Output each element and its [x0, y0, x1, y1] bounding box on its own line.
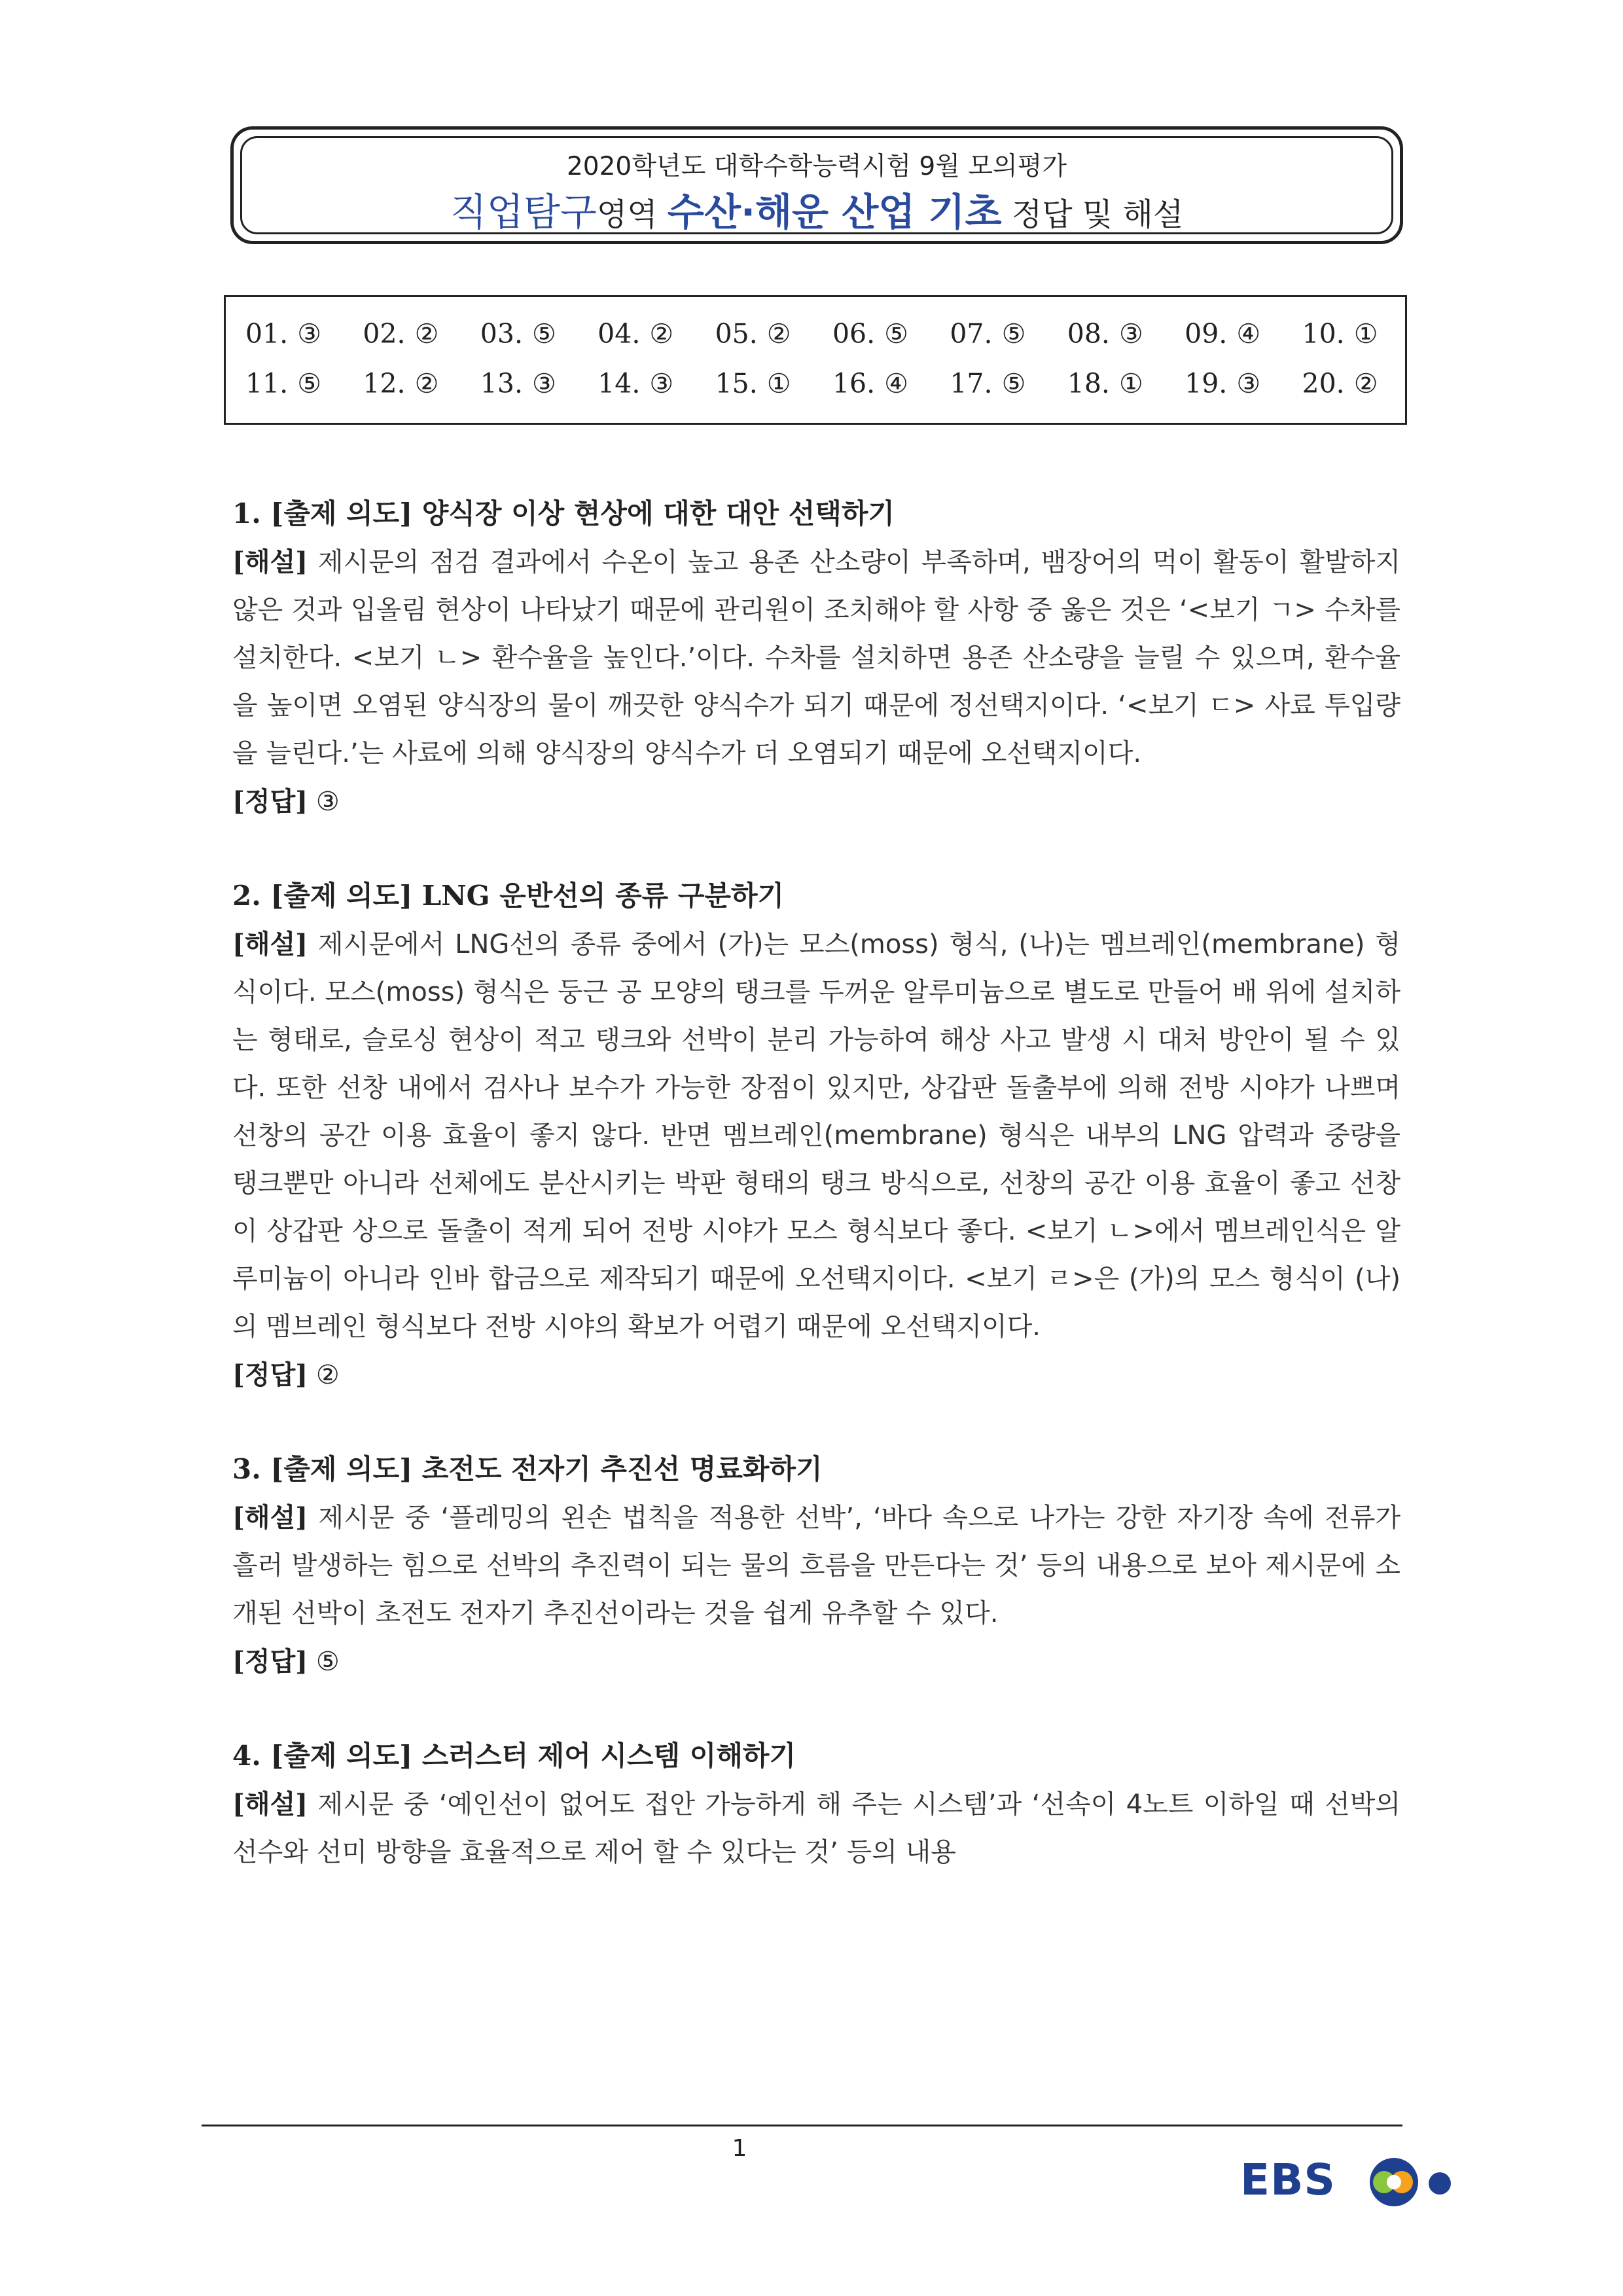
title-tail: 정답 및 해설	[1001, 196, 1184, 233]
exam-title	[242, 181, 1391, 236]
explanation-label: [해설]	[232, 547, 308, 577]
answer-cell: 15. ①	[715, 368, 791, 399]
answer-mark: ⑤	[315, 1647, 340, 1677]
answer-cell: 13. ③	[480, 368, 556, 399]
question-heading: 3. [출제 의도] 초전도 전자기 추진선 명료화하기	[232, 1453, 823, 1485]
answer-cell: 06. ⑤	[832, 318, 908, 350]
answer-key-table	[224, 295, 1407, 425]
explanation-label: [해설]	[232, 1789, 308, 1820]
explanation-text: [해설] 제시문 중 ‘플레밍의 왼손 법칙을 적용한 선박’, ‘바다 속으로 나가는 강한 자기장 속에 전류가 흘러 발생하는 힘으로 선박의 추진력이 되는 물의 흐름을 만든다는 것’ 등의 내용으로 보아 제시문에 소개된 선박이 초전도 전자기 추진선이라는 것을 쉽게 유추할 수 있다.	[232, 1502, 1400, 1628]
explanation-text: [해설] 제시문의 점검 결과에서 수온이 높고 용존 산소량이 부족하며, 뱀장어의 먹이 활동이 활발하지 않은 것과 입올림 현상이 나타났기 때문에 관리원이 조치해야 할 사항 중 옳은 것은 ‘<보기 ㄱ> 수차를 설치한다. <보기 ㄴ> 환수율을 높인다.’이다. 수차를 설치하면 용존 산소량을 늘릴 수 있으며, 환수율을 높이면 오염된 양식장의 물이 깨끗한 양식수가 되기 때문에 정선택지이다. ‘<보기 ㄷ> 사료 투입량을 늘린다.’는 사료에 의해 양식장의 양식수가 더 오염되기 때문에 오선택지이다.	[232, 547, 1400, 768]
answer-cell: 10. ①	[1302, 318, 1378, 350]
page-number: 1	[732, 2135, 747, 2162]
question-heading: 4. [출제 의도] 스러스터 제어 시스템 이해하기	[232, 1740, 796, 1772]
answer-cell: 02. ②	[363, 318, 439, 350]
answer-label: [정답]	[232, 1646, 308, 1677]
explanation-label: [해설]	[232, 929, 308, 960]
question-3	[232, 1445, 1400, 1686]
ebs-logo-icon	[1240, 2145, 1463, 2217]
answer-cell: 11. ⑤	[245, 368, 321, 399]
answer-cell: 03. ⑤	[480, 318, 556, 350]
answer-line	[232, 778, 1400, 826]
explanation-text: [해설] 제시문에서 LNG선의 종류 중에서 (가)는 모스(moss) 형식, (나)는 멤브레인(membrane) 형식이다. 모스(moss) 형식은 둥근 공 모양의 탱크를 두꺼운 알루미늄으로 별도로 만들어 배 위에 설치하는 형태로, 슬로싱 현상이 적고 탱크와 선박이 분리 가능하여 해상 사고 발생 시 대처 방안이 될 수 있다. 또한 선창 내에서 검사나 보수가 가능한 장점이 있지만, 상갑판 돌출부에 의해 전방 시야가 나쁘며 선창의 공간 이용 효율이 좋지 않다. 반면 멤브레인(membrane) 형식은 내부의 LNG 압력과 중량을 탱크뿐만 아니라 선체에도 분산시키는 박판 형태의 탱크 방식으로, 선창의 공간 이용 효율이 좋고 선창이 상갑판 상으로 돌출이 적게 되어 전방 시야가 모스 형식보다 좋다. <보기 ㄴ>에서 멤브레인식은 알루미늄이 아니라 인바 합금으로 제작되기 때문에 오선택지이다. <보기 ㄹ>은 (가)의 모스 형식이 (나)의 멤브레인 형식보다 전방 시야의 확보가 어렵기 때문에 오선택지이다.	[232, 929, 1400, 1342]
answer-cell: 01. ③	[245, 318, 321, 350]
question-1	[232, 490, 1400, 826]
area-suffix: 영역	[596, 196, 668, 233]
explanation-label: [해설]	[232, 1502, 308, 1533]
answer-cell: 14. ③	[597, 368, 674, 399]
answer-mark: ③	[315, 787, 340, 817]
title-box	[230, 126, 1403, 244]
footer-divider	[202, 2125, 1402, 2126]
answer-row-2	[245, 368, 1419, 399]
answer-cell: 18. ①	[1067, 368, 1143, 399]
answer-row-1	[245, 318, 1419, 350]
explanation-text: [해설] 제시문 중 ‘예인선이 없어도 접안 가능하게 해 주는 시스템’과 ‘선속이 4노트 이하일 때 선박의 선수와 선미 방향을 효율적으로 제어 할 수 있다는 것’ 등의 내용	[232, 1789, 1400, 1867]
answer-line	[232, 1351, 1400, 1399]
subject-name: 수산·해운 산업 기초	[667, 190, 1002, 234]
question-4	[232, 1732, 1400, 1876]
answer-cell: 20. ②	[1302, 368, 1378, 399]
answer-cell: 16. ④	[832, 368, 908, 399]
answer-cell: 12. ②	[363, 368, 439, 399]
answer-cell: 08. ③	[1067, 318, 1143, 350]
question-2	[232, 872, 1400, 1399]
answer-cell: 04. ②	[597, 318, 674, 350]
answer-line	[232, 1638, 1400, 1686]
ebs-logo-text: EBS	[1240, 2155, 1336, 2205]
ebs-logo	[1240, 2145, 1463, 2217]
title-box-inner	[240, 136, 1393, 234]
answer-cell: 09. ④	[1185, 318, 1261, 350]
answer-cell: 05. ②	[715, 318, 791, 350]
answer-cell: 17. ⑤	[950, 368, 1026, 399]
question-heading: 2. [출제 의도] LNG 운반선의 종류 구분하기	[232, 880, 785, 912]
answer-cell: 19. ③	[1185, 368, 1261, 399]
answer-cell: 07. ⑤	[950, 318, 1026, 350]
question-heading: 1. [출제 의도] 양식장 이상 현상에 대한 대안 선택하기	[232, 497, 895, 529]
area-name: 직업탐구	[450, 190, 597, 234]
exam-subtitle: 2020학년도 대학수학능력시험 9월 모의평가	[566, 152, 1067, 181]
answer-label: [정답]	[232, 786, 308, 817]
answer-label: [정답]	[232, 1359, 308, 1390]
explanations	[232, 490, 1400, 1922]
answer-mark: ②	[315, 1360, 340, 1390]
